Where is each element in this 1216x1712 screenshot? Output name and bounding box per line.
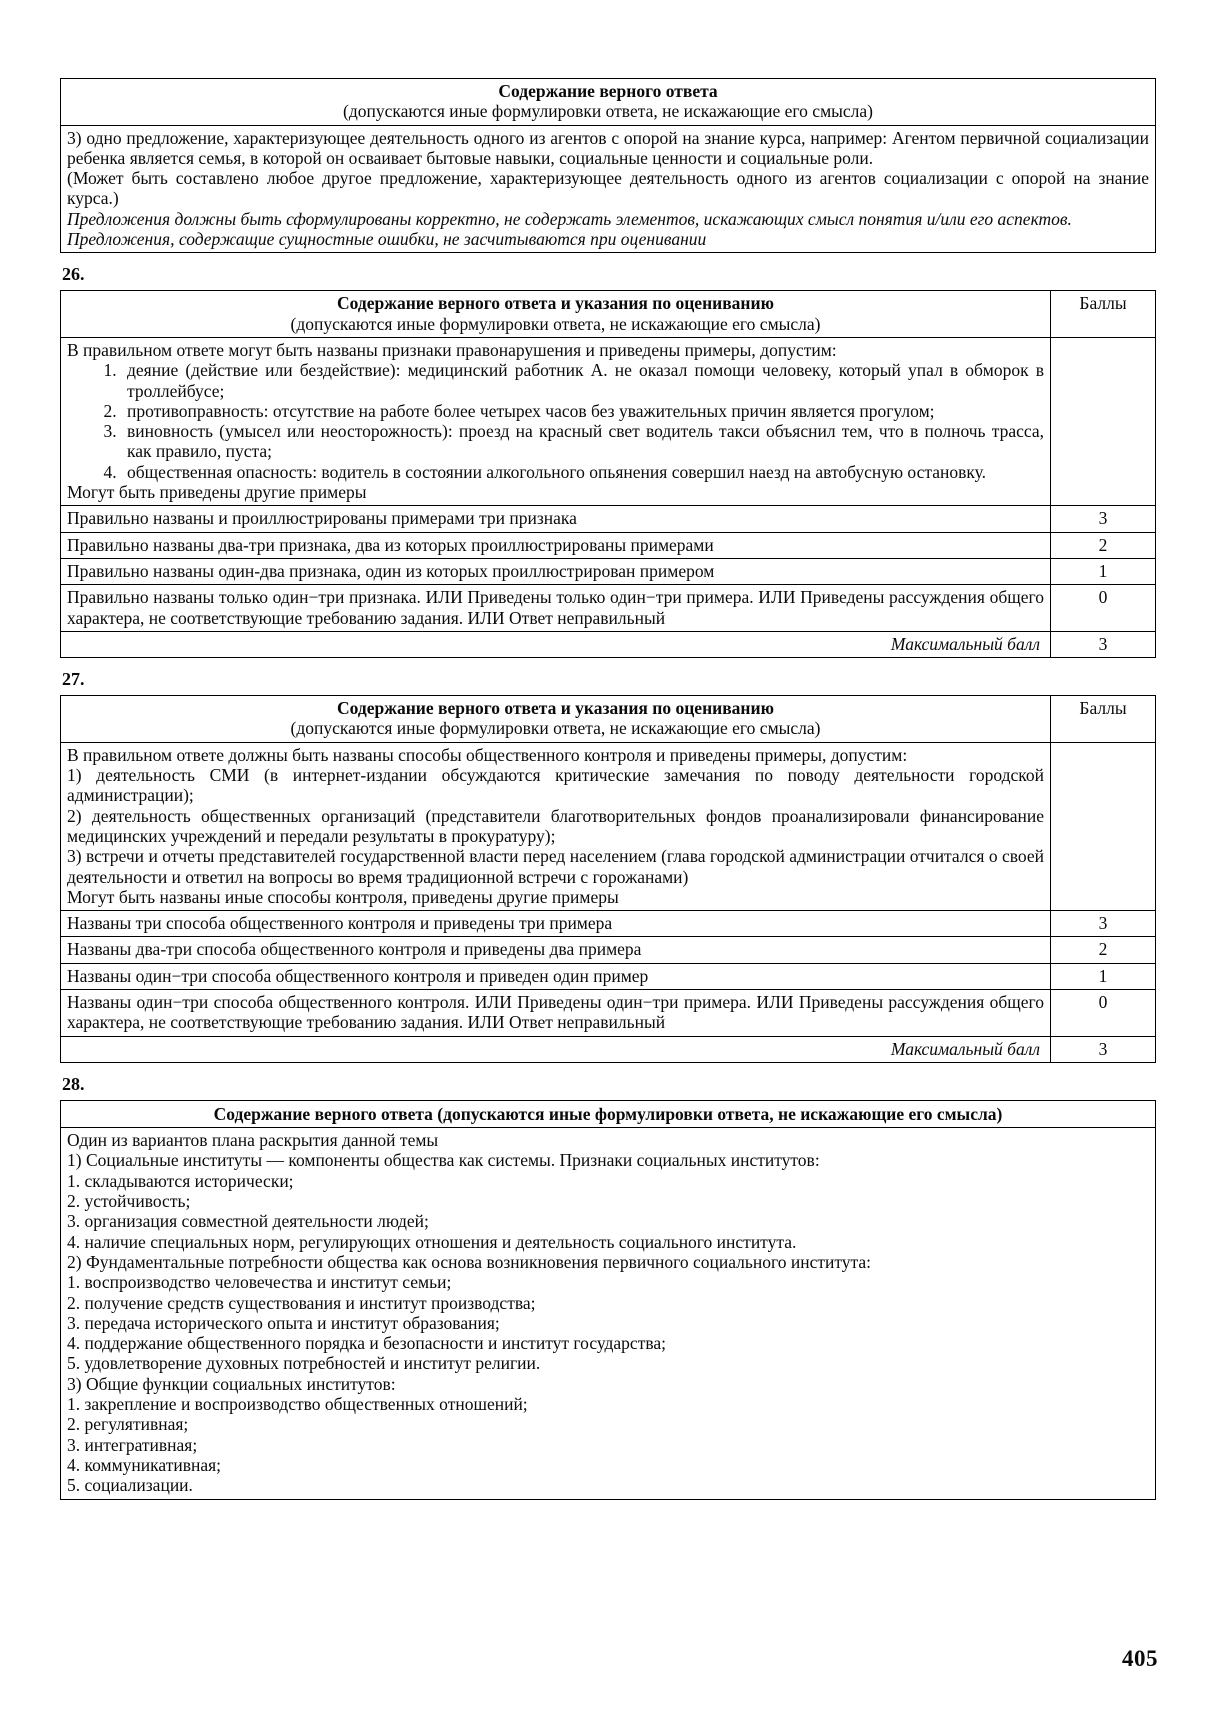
task-number-27: 27. xyxy=(62,669,85,690)
score-cell: 2 xyxy=(1051,937,1156,963)
table-row xyxy=(61,125,1156,253)
max-score-value: 3 xyxy=(1051,631,1156,657)
answer-line: 3. интегративная; xyxy=(67,1434,198,1455)
score-cell: 2 xyxy=(1051,532,1156,558)
answer-paragraph: (Может быть составлено любое другое предложение, характеризующее деятельность одного из агентов социализации с опорой на знание курса.) xyxy=(67,168,1149,209)
answer-line: 3. организация совместной деятельности людей; xyxy=(67,1211,429,1232)
answer-line: 2) Фундаментальные потребности общества как основа возникновения первичного социального института: xyxy=(67,1251,872,1272)
table-row xyxy=(61,631,1156,657)
score-header-cell: Баллы xyxy=(1051,291,1156,338)
answer-line: 4. коммуникативная; xyxy=(67,1454,222,1475)
answer-note: Могут быть приведены другие примеры xyxy=(67,482,367,503)
header-subtitle: (допускаются иные формулировки ответа, не искажающие его смысла) xyxy=(343,101,873,122)
answer-content-cell xyxy=(61,742,1051,910)
answer-line: 4. наличие специальных норм, регулирующих отношения и деятельность социального института. xyxy=(67,1231,797,1252)
table-header-cell xyxy=(61,79,1156,126)
table-row xyxy=(61,1128,1156,1499)
answer-paragraph: 3) одно предложение, характеризующее деятельность одного из агентов с опорой на знание курса, например: Агентом первичной социализации ребенка является семья, в которой он осваивает бытовые навыки, социальные ценности и социальные роли. xyxy=(67,127,1149,168)
answer-intro: В правильном ответе могут быть названы признаки правонарушения и приведены примеры, допустим: xyxy=(67,339,837,360)
criterion-cell: Названы три способа общественного контроля и приведены три примера xyxy=(61,911,1051,937)
table-header-row xyxy=(61,291,1156,338)
table-header-row xyxy=(61,79,1156,126)
list-item: 1. деяние (действие или бездействие): медицинский работник А. не оказал помощи человеку, который упал в обморок в троллейбусе; xyxy=(121,360,1044,401)
header-title: Содержание верного ответа и указания по оцениванию xyxy=(337,293,774,314)
max-score-label: Максимальный балл xyxy=(61,631,1051,657)
table-row xyxy=(61,532,1156,558)
table-row xyxy=(61,937,1156,963)
answer-line: 3) встречи и отчеты представителей государственной власти перед населением (глава городской администрации отчитался о своей деятельности и ответил на вопросы во время традиционной встречи с горожанами) xyxy=(67,846,1044,887)
score-cell: 1 xyxy=(1051,963,1156,989)
criterion-cell: Правильно названы один-два признака, один из которых проиллюстрирован примером xyxy=(61,558,1051,584)
table-row xyxy=(61,1036,1156,1062)
answer-line: 3) Общие функции социальных институтов: xyxy=(67,1373,396,1394)
table-header-cell: Содержание верного ответа (допускаются иные формулировки ответа, не искажающие его смысла) xyxy=(61,1100,1156,1127)
score-cell-empty xyxy=(1051,337,1156,505)
answer-content-cell xyxy=(61,337,1051,505)
answer-line: 5. социализации. xyxy=(67,1475,193,1496)
table-header-row xyxy=(61,1100,1156,1127)
criterion-cell: Правильно названы и проиллюстрированы примерами три признака xyxy=(61,506,1051,532)
answer-line: 2. регулятивная; xyxy=(67,1414,189,1435)
answer-table-25 xyxy=(60,78,1156,253)
table-header-cell xyxy=(61,291,1051,338)
criterion-cell: Названы один−три способа общественного контроля. ИЛИ Приведены один−три примера. ИЛИ Приведены рассуждения общего характера, не соответствующие требованию задания. ИЛИ Ответ неправильный xyxy=(61,989,1051,1036)
table-row xyxy=(61,989,1156,1036)
table-row xyxy=(61,558,1156,584)
list-item: 4. общественная опасность: водитель в состоянии алкогольного опьянения совершил наезд на автобусную остановку. xyxy=(121,462,1044,482)
page-number: 405 xyxy=(1122,1646,1158,1671)
score-header-cell: Баллы xyxy=(1051,696,1156,743)
list-item: 3. виновность (умысел или неосторожность): проезд на красный свет водитель такси объяснил тем, что в полночь трасса, как правило, пуста; xyxy=(121,421,1044,462)
answer-line: 5. удовлетворение духовных потребностей и институт религии. xyxy=(67,1353,541,1374)
answer-line: 1. воспроизводство человечества и институт семьи; xyxy=(67,1272,452,1293)
score-cell: 3 xyxy=(1051,911,1156,937)
answer-line: 1) Социальные институты — компоненты общества как системы. Признаки социальных институтов: xyxy=(67,1150,820,1171)
score-cell: 3 xyxy=(1051,506,1156,532)
header-title: Содержание верного ответа xyxy=(498,81,718,101)
answer-line: 1. закрепление и воспроизводство общественных отношений; xyxy=(67,1394,528,1415)
header-subtitle: (допускаются иные формулировки ответа, не искажающие его смысла) xyxy=(290,313,821,334)
answer-table-28 xyxy=(60,1100,1156,1500)
answer-content-cell xyxy=(61,1128,1156,1499)
answer-item-list xyxy=(67,360,1044,482)
table-header-row xyxy=(61,696,1156,743)
criterion-cell: Правильно названы только один−три признака. ИЛИ Приведены только один−три примера. ИЛИ Приведены рассуждения общего характера, не соответствующие требованию задания. ИЛИ Ответ неправильный xyxy=(61,585,1051,632)
answer-line: 4. поддержание общественного порядка и безопасности и институт государства; xyxy=(67,1333,666,1354)
answer-table-27 xyxy=(60,695,1156,1063)
answer-intro: В правильном ответе должны быть названы способы общественного контроля и приведены примеры, допустим: xyxy=(67,744,908,765)
criterion-cell: Названы два-три способа общественного контроля и приведены два примера xyxy=(61,937,1051,963)
list-item: 2. противоправность: отсутствие на работе более четырех часов без уважительных причин является прогулом; xyxy=(121,401,1044,421)
answer-note-italic: Предложения должны быть сформулированы корректно, не содержать элементов, искажающих смысл понятия и/или его аспектов. xyxy=(67,208,1072,229)
table-row xyxy=(61,742,1156,910)
answer-line: 2. получение средств существования и институт производства; xyxy=(67,1292,536,1313)
table-row xyxy=(61,337,1156,505)
header-title: Содержание верного ответа и указания по оцениванию xyxy=(337,698,774,719)
answer-table-26 xyxy=(60,290,1156,658)
task-number-28: 28. xyxy=(62,1073,85,1094)
score-cell: 0 xyxy=(1051,989,1156,1036)
table-row xyxy=(61,911,1156,937)
table-row xyxy=(61,506,1156,532)
answer-line: 2. устойчивость; xyxy=(67,1191,191,1212)
answer-note-italic: Предложения, содержащие сущностные ошибки, не засчитываются при оценивании xyxy=(67,229,707,250)
answer-line: Один из вариантов плана раскрытия данной темы xyxy=(67,1130,439,1151)
max-score-label: Максимальный балл xyxy=(61,1036,1051,1062)
answer-line: 2) деятельность общественных организаций (представители благотворительных фондов проанализировали финансирование медицинских учреждений и передали результаты в прокуратуру); xyxy=(67,805,1044,846)
table-row xyxy=(61,963,1156,989)
task-number-26: 26. xyxy=(62,264,85,285)
max-score-value: 3 xyxy=(1051,1036,1156,1062)
score-cell: 0 xyxy=(1051,585,1156,632)
answer-line: 3. передача исторического опыта и институт образования; xyxy=(67,1312,500,1333)
table-header-cell xyxy=(61,696,1051,743)
answer-line: 1. складываются исторически; xyxy=(67,1170,294,1191)
table-row xyxy=(61,585,1156,632)
header-subtitle: (допускаются иные формулировки ответа, не искажающие его смысла) xyxy=(290,718,821,739)
answer-line: 1) деятельность СМИ (в интернет-издании обсуждаются критические замечания по поводу деятельности городской администрации); xyxy=(67,765,1044,806)
criterion-cell: Названы один−три способа общественного контроля и приведен один пример xyxy=(61,963,1051,989)
score-cell-empty xyxy=(1051,742,1156,910)
answer-note: Могут быть названы иные способы контроля, приведены другие примеры xyxy=(67,886,619,907)
criterion-cell: Правильно названы два-три признака, два из которых проиллюстрированы примерами xyxy=(61,532,1051,558)
score-cell: 1 xyxy=(1051,558,1156,584)
answer-content-cell xyxy=(61,125,1156,253)
